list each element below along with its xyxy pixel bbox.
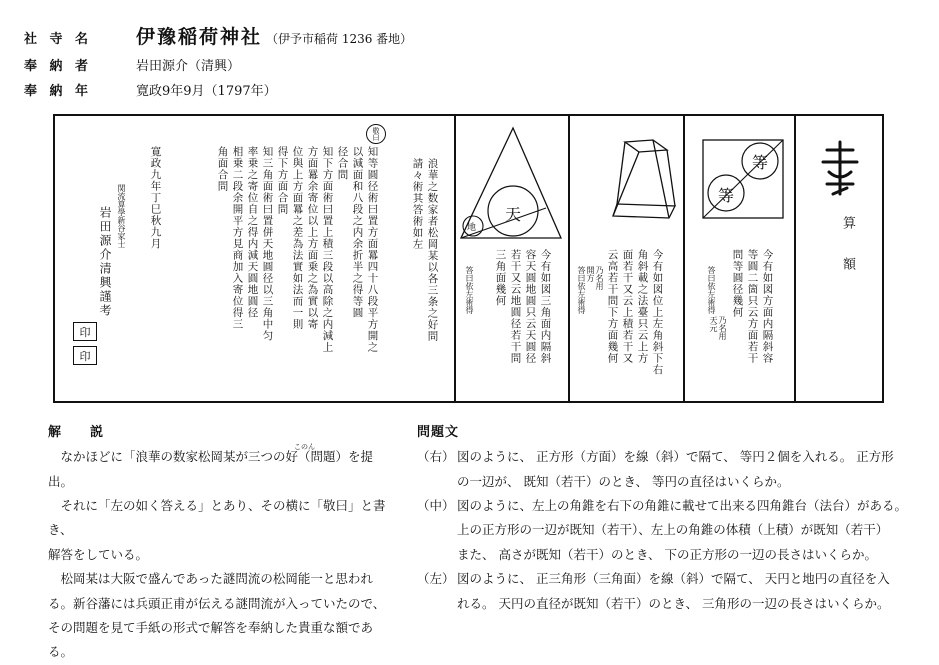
problem-middle [417,494,917,567]
commentary-section [48,420,388,665]
problem-key: （中） [417,498,455,514]
problem-line: れる。 天円の直径が既知（若干）のとき、 三角形の一辺の長さはいくらか。 [457,595,890,611]
divider [794,116,796,401]
shrine-row [24,22,412,49]
divider [454,116,456,401]
problem-left [417,567,917,616]
middle-problem-line: 今有如図位上左角斜下右 [651,249,664,376]
intro-line: 浪華之数家者松岡某以各三条之好問 [426,158,439,342]
date-line: 寛政九年丁巳秋九月 [149,146,162,250]
answer-label: 敬曰 [366,124,386,144]
commentary-line: その問題を見て手紙の形式で解答を奉納した貴重な額である。 [48,619,374,660]
shrine-label: 社 寺 名 [24,32,93,47]
left-problem-line: 若干又云地圓径若干問 [509,249,522,364]
intro-line: 請々術其答術如左 [411,158,424,250]
year-row [24,80,277,99]
ruby-annotation: このん [294,443,315,452]
answer-line: 相乗二段余開平方見商加入寄位得三 [231,146,244,330]
kotobuki-emblem-icon [819,138,861,200]
answer-line: 以減面和八段之内余折半之得等圓 [351,146,364,319]
problem-key: （左） [417,571,455,587]
answer-line: 位與上方面羃之差為法實如法而一則 [291,146,304,330]
right-problem-line: 今有如図方面内隔斜容 [761,249,774,364]
figure-frustum [603,136,677,222]
problem-line: また、 高さが既知（若干）のとき、 下の正方形の一辺の長さはいくらか。 [457,546,877,562]
earth-circle-label: 地 [467,223,477,233]
left-problem-line: 今有如図三角面内隔斜 [539,249,552,364]
donor-label: 奉 納 者 [24,59,93,74]
answer-line: 知下方面術曰置上積三段以高除之内減上 [321,146,334,353]
problem-line: 図のように、 正方形（方面）を線（斜）で隔て、 等円２個を入れる。 正方形 [457,449,894,465]
year-value: 寛政9年9月（1797年） [136,84,277,99]
answer-line: 知三角面術曰置併天地圓径以三角中匀 [261,146,274,342]
year-label: 奉 納 年 [24,84,93,99]
divider [568,116,570,401]
right-problem-answer: 答曰依左術得 [707,266,716,314]
shrine-address: （伊予市稲荷 1236 番地） [266,32,413,46]
divider [683,116,685,401]
problem-line: の一辺が、 既知（若干）のとき、 等円の直径はいくらか。 [457,473,790,489]
right-problem-name: 乃名用 [718,316,727,340]
donor-row [24,55,240,74]
middle-problem-line: 角斜載之法臺只云上方 [636,249,649,364]
problem-line: 上の正方形の一辺が既知（若干）、左上の角錐の体積（上積）が既知（若干） [457,522,889,538]
problem-line: 図のように、左上の角錐を右下の角錐に載せて出来る四角錐台（法台）がある。 [457,498,908,514]
shrine-name: 伊豫稲荷神社 [136,26,263,48]
right-problem-line: 等圓二箇只云方面若干 [746,249,759,364]
commentary-line: それに「左の如く答える」とあり、その横に「敬曰」と書き、 [48,498,386,538]
circle-label-bottom: 等 [718,186,735,205]
answer-line: 得下方面合問 [276,146,289,215]
right-problem-name: 天元 [709,316,718,332]
school-line: 関流算學新谷家士 [117,184,126,248]
answer-line: 方面羃余寄位以上方面乗之為實以寄 [306,146,319,330]
commentary-line: 解答をしている。 [48,546,149,562]
figure-square-circles [701,138,785,224]
problem-key: （右） [417,449,455,465]
middle-problem-answer: 答曰依左術得 [577,266,586,314]
middle-problem-line: 云高若干問下方面幾何 [606,249,619,364]
author-line: 岩田源介清興謹考 [98,206,112,318]
problems-title: 問題文 [417,425,460,440]
seal-stamp: 印 [73,322,97,341]
middle-problem-line: 面若干又云上積若干又 [621,249,634,364]
commentary-line: る。新谷藩には兵頭正甫が伝える謎問流が入っていたので、 [48,595,386,611]
middle-problem-name: 乃名用 [595,266,604,290]
answer-line: 知等圓径術曰置方面羃四十八段平方開之 [366,146,379,353]
problem-line: 図のように、 正三角形（三角面）を線（斜）で隔て、 天円と地円の直径を入 [457,571,890,587]
problem-right [417,445,917,494]
sangaku-tablet [53,114,884,403]
circle-label-top: 等 [752,153,769,172]
left-problem-line: 容天圓地圓只云天圓径 [524,249,537,364]
left-problem-answer: 答曰依左術得 [465,266,474,314]
answer-line: 角面合問 [216,146,229,192]
left-problem-line: 三角面幾何 [494,249,507,307]
seal-stamp: 印 [73,346,97,365]
figure-triangle [457,124,565,244]
commentary-title: 解 説 [48,425,112,440]
right-problem-line: 問等圓径幾何 [731,249,744,318]
donor-name: 岩田源介（清興） [136,59,241,74]
problems-section [417,420,917,616]
commentary-line: 松岡某は大阪で盛んであった謎問流の松岡能一と思われ [60,571,373,587]
sky-circle-label: 天 [505,205,522,224]
commentary-line: なかほどに「浪華の数家松岡某が三つの好（問題）を提出。 [48,449,374,489]
answer-line: 径合問 [336,146,349,181]
answer-line: 率乗之寄位自之得内減天圓地圓径 [246,146,259,319]
tablet-title: 算 額 [840,216,855,283]
middle-problem-name: 開方 [586,266,595,282]
commentary-paragraph [48,445,388,494]
